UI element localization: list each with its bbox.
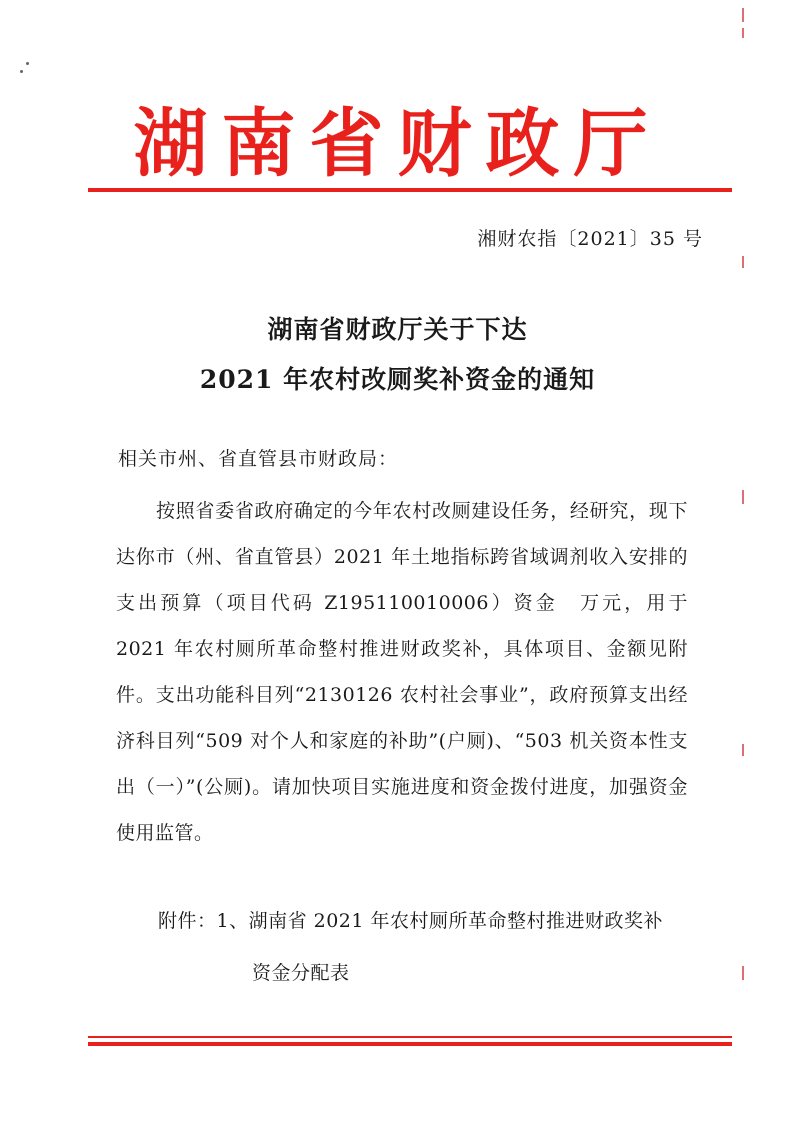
scan-speck — [26, 62, 29, 65]
scan-speck — [20, 70, 23, 73]
document-number: 湘财农指〔2021〕35 号 — [477, 228, 703, 250]
salutation: 相关市州、省直管县市财政局： — [118, 448, 399, 470]
attachment-line-1: 附件：1、湖南省 2021 年农村厕所革命整村推进财政奖补 — [158, 910, 664, 932]
masthead-red-rule — [88, 188, 732, 192]
scan-edge-mark — [742, 256, 744, 268]
scan-edge-mark — [742, 490, 744, 504]
footer-red-rule-thick — [88, 1042, 732, 1046]
scan-edge-mark — [742, 966, 744, 980]
scan-edge-mark — [742, 8, 744, 22]
scan-edge-mark — [742, 28, 744, 38]
notice-title-line-2: 2021 年农村改厕奖补资金的通知 — [199, 365, 596, 394]
scan-edge-mark — [742, 744, 744, 756]
attachment-line-2: 资金分配表 — [252, 962, 350, 984]
notice-title-line-1: 湖南省财政厅关于下达 — [267, 315, 528, 344]
masthead-title: 湖南省财政厅 — [133, 101, 662, 187]
footer-red-rule-thin — [88, 1036, 732, 1038]
body-paragraph: 按照省委省政府确定的今年农村改厕建设任务，经研究，现下达你市（州、省直管县）2021 年土地指标跨省域调剂收入安排的支出预算（项目代码 Z195110010006）资金 万元，用于 2021 年农村厕所革命整村推进财政奖补，具体项目、金额见附件。支出功能科目列“2130126 农村社会事业”，政府预算支出经济科目列“509 对个人和家庭的补助”(户厕)、“503 机关资本性支出（一）”(公厕)。请加快项目实施进度和资金拨付进度，加强资金使用监管。 — [116, 500, 688, 844]
